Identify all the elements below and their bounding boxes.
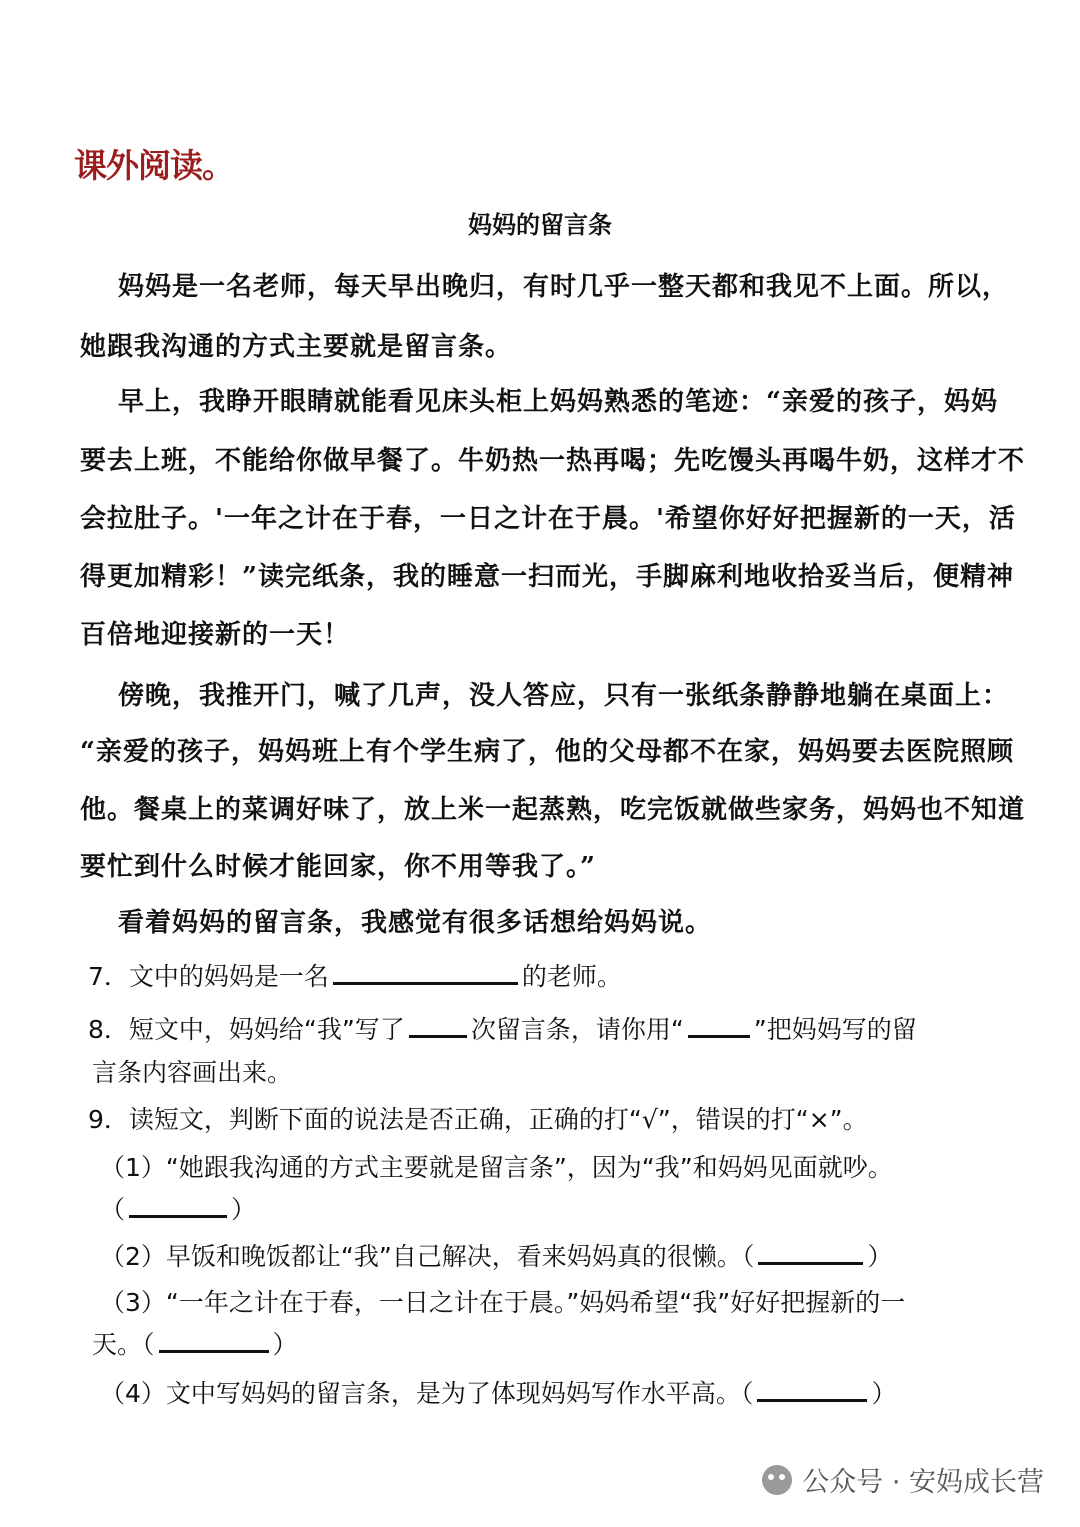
article-line: 傍晚，我推开门，喊了几声，没人答应，只有一张纸条静静地躺在桌面上： (118, 681, 1010, 711)
question-8 (88, 1010, 917, 1046)
open-paren: （ (142, 1330, 155, 1359)
answer-blank-4[interactable] (757, 1398, 867, 1402)
article-title: 妈妈的留言条 (468, 210, 612, 239)
question-7 (88, 957, 622, 993)
article-line: 看着妈妈的留言条，我感觉有很多话想给妈妈说。 (118, 908, 713, 938)
open-paren: （ (741, 1242, 755, 1271)
question-7-blank[interactable] (333, 981, 518, 985)
close-paren: ） (871, 1379, 897, 1408)
article-line: 他。餐桌上的菜调好味了，放上米一起蒸熟，吃完饭就做些家务，妈妈也不知道 (80, 795, 1026, 825)
question-8-part2: 次留言条，请你用“ (470, 1015, 684, 1044)
statement-3: （3）“一年之计在于春，一日之计在于晨。”妈妈希望“我”好好把握新的一 (100, 1288, 906, 1317)
article-line: 要忙到什么时候才能回家，你不用等我了。” (80, 852, 596, 882)
question-8-mark-blank (688, 1034, 750, 1038)
statement-2-text: （2）早饭和晚饭都让“我”自己解决，看来妈妈真的很懒。 (100, 1242, 742, 1271)
statement-1-answer (100, 1190, 256, 1226)
close-paren: ） (272, 1330, 298, 1359)
watermark (762, 1460, 1044, 1499)
statement-1: （1）“她跟我沟通的方式主要就是留言条”，因为“我”和妈妈见面就吵。 (100, 1153, 893, 1182)
section-heading: 课外阅读。 (74, 146, 234, 185)
question-8-line2: 言条内容画出来。 (92, 1058, 293, 1087)
question-8-count-blank[interactable] (409, 1034, 467, 1038)
question-7-suffix: 的老师。 (521, 962, 622, 991)
statement-3-answer (92, 1325, 298, 1361)
answer-blank-3[interactable] (159, 1349, 269, 1353)
article-line: 早上，我睁开眼睛就能看见床头柜上妈妈熟悉的笔迹：“亲爱的孩子，妈妈 (118, 387, 998, 417)
article-line: 会拉肚子。'一年之计在于春，一日之计在于晨。'希望你好好把握新的一天，活 (80, 504, 1016, 534)
statement-3-line2: 天。 (92, 1330, 143, 1359)
article-line: 她跟我沟通的方式主要就是留言条。 (80, 332, 513, 362)
question-8-part1: 8．短文中，妈妈给“我”写了 (88, 1015, 405, 1044)
watermark-text: 公众号 · 安妈成长营 (802, 1467, 1044, 1498)
statement-4 (100, 1374, 896, 1410)
article-line: 得更加精彩！”读完纸条，我的睡意一扫而光，手脚麻利地收拾妥当后，便精神 (80, 562, 1014, 592)
wechat-icon (762, 1465, 792, 1495)
answer-blank-2[interactable] (758, 1261, 863, 1265)
article-line: “亲爱的孩子，妈妈班上有个学生病了，他的父母都不在家，妈妈要去医院照顾 (80, 737, 1014, 767)
question-8-part3: ”把妈妈写的留 (753, 1015, 917, 1044)
open-paren: （ (740, 1379, 754, 1408)
statement-2 (100, 1237, 892, 1273)
article-line: 要去上班，不能给你做早餐了。牛奶热一热再喝；先吃馒头再喝牛奶，这样才不 (80, 446, 1026, 476)
close-paren: ） (231, 1195, 257, 1224)
question-7-prefix: 7．文中的妈妈是一名 (88, 962, 329, 991)
article-line: 妈妈是一名老师，每天早出晚归，有时几乎一整天都和我见不上面。所以， (118, 272, 1010, 302)
answer-blank-1[interactable] (129, 1214, 227, 1218)
close-paren: ） (867, 1242, 893, 1271)
article-line: 百倍地迎接新的一天！ (80, 620, 351, 650)
open-paren: （ (100, 1195, 126, 1224)
question-9-stem: 9．读短文，判断下面的说法是否正确，正确的打“√”，错误的打“×”。 (88, 1105, 868, 1134)
statement-4-text: （4）文中写妈妈的留言条，是为了体现妈妈写作水平高。 (100, 1379, 741, 1408)
